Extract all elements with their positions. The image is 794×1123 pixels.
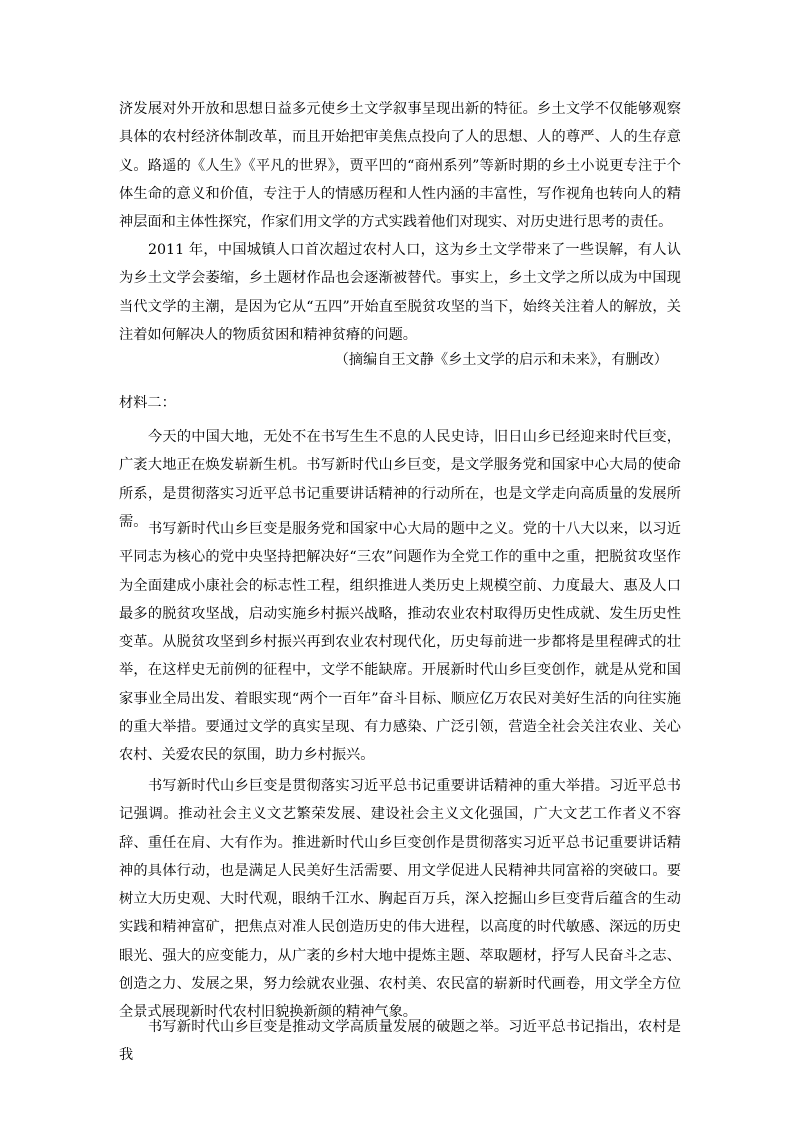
paragraph-high-quality-development: 书写新时代山乡巨变是推动文学高质量发展的破题之举。习近平总书记指出，农村是我 — [119, 1019, 681, 1064]
paragraph-implementing-spirit: 书写新时代山乡巨变是贯彻落实习近平总书记重要讲话精神的重大举措。习近平总书记强调。推动社会主义文艺繁荣发展、建设社会主义文化强国，广大文艺工作者义不容辞、重任在肩、大有作为。推进新时代山乡巨变创作是贯彻落实习近平总书记重要讲话精神的具体行动，也是满足人民美好生活需要、用文学促进人民精神共同富裕的突破口。要树立大历史观、大时代观，眼纳千江水、胸起百万兵，深入挖掘山乡巨变背后蕴含的生动实践和精神富矿，把焦点对准人民创造历史的伟大进程，以高度的时代敏感、深远的历史眼光、强大的应变能力，从广袤的乡村大地中提炼主题、萃取题材，抒写人民奋斗之志、创造之力、发展之果，努力绘就农业强、农村美、农民富的崭新时代画卷，用文学全方位全景式展现新时代农村旧貌换新颜的精神气象。 — [119, 778, 681, 1021]
material-two-label: 材料二： — [119, 395, 176, 411]
paragraph-urbanization: 2011 年，中国城镇人口首次超过农村人口，这为乡土文学带来了一些误解，有人认为乡土文学会萎缩，乡土题材作品也会逐渐被替代。事实上，乡土文学之所以成为中国现当代文学的主潮，是因为它从“五四”开始直至脱贫攻坚的当下，始终关注着人的解放，关注着如何解决人的物质贫困和精神贫瘠的问题。 — [119, 242, 681, 343]
paragraph-continued: 济发展对外开放和思想日益多元使乡土文学叙事呈现出新的特征。乡土文学不仅能够观察具体的农村经济体制改革，而且开始把审美焦点投向了人的思想、人的尊严、人的生存意义。路遥的《人生》《平凡的世界》，贾平凹的“商州系列”等新时期的乡土小说更专注于个体生命的意义和价值，专注于人的情感历程和人性内涵的丰富性，写作视角也转向人的精神层面和主体性探究，作家们用文学的方式实践着他们对现实、对历史进行思考的责任。 — [119, 101, 681, 231]
source-citation: （摘编自王文静《乡土文学的启示和未来》，有删改） — [334, 352, 668, 368]
paragraph-intro-material-two: 今天的中国大地，无处不在书写生生不息的人民史诗，旧日山乡已经迎来时代巨变，广袤大地正在焕发崭新生机。书写新时代山乡巨变，是文学服务党和国家中心大局的使命所系，是贯彻落实习近平总书记重要讲话精神的行动所在，也是文学走向高质量的发展所需。 — [119, 429, 681, 530]
paragraph-serving-party: 书写新时代山乡巨变是服务党和国家中心大局的题中之义。党的十八大以来，以习近平同志为核心的党中央坚持把解决好“三农”问题作为全党工作的重中之重，把脱贫攻坚作为全面建成小康社会的标志性工程，组织推进人类历史上规模空前、力度最大、惠及人口最多的脱贫攻坚战，启动实施乡村振兴战略，推动农业农村取得历史性成就、发生历史性变革。从脱贫攻坚到乡村振兴再到农业农村现代化，历史每前进一步都将是里程碑式的壮举，在这样史无前例的征程中，文学不能缺席。开展新时代山乡巨变创作，就是从党和国家事业全局出发、着眼实现“两个一百年”奋斗目标、顺应亿万农民对美好生活的向往实施的重大举措。要通过文学的真实呈现、有力感染、广泛引领，营造全社会关注农业、关心农村、关爱农民的氛围，助力乡村振兴。 — [119, 521, 681, 764]
